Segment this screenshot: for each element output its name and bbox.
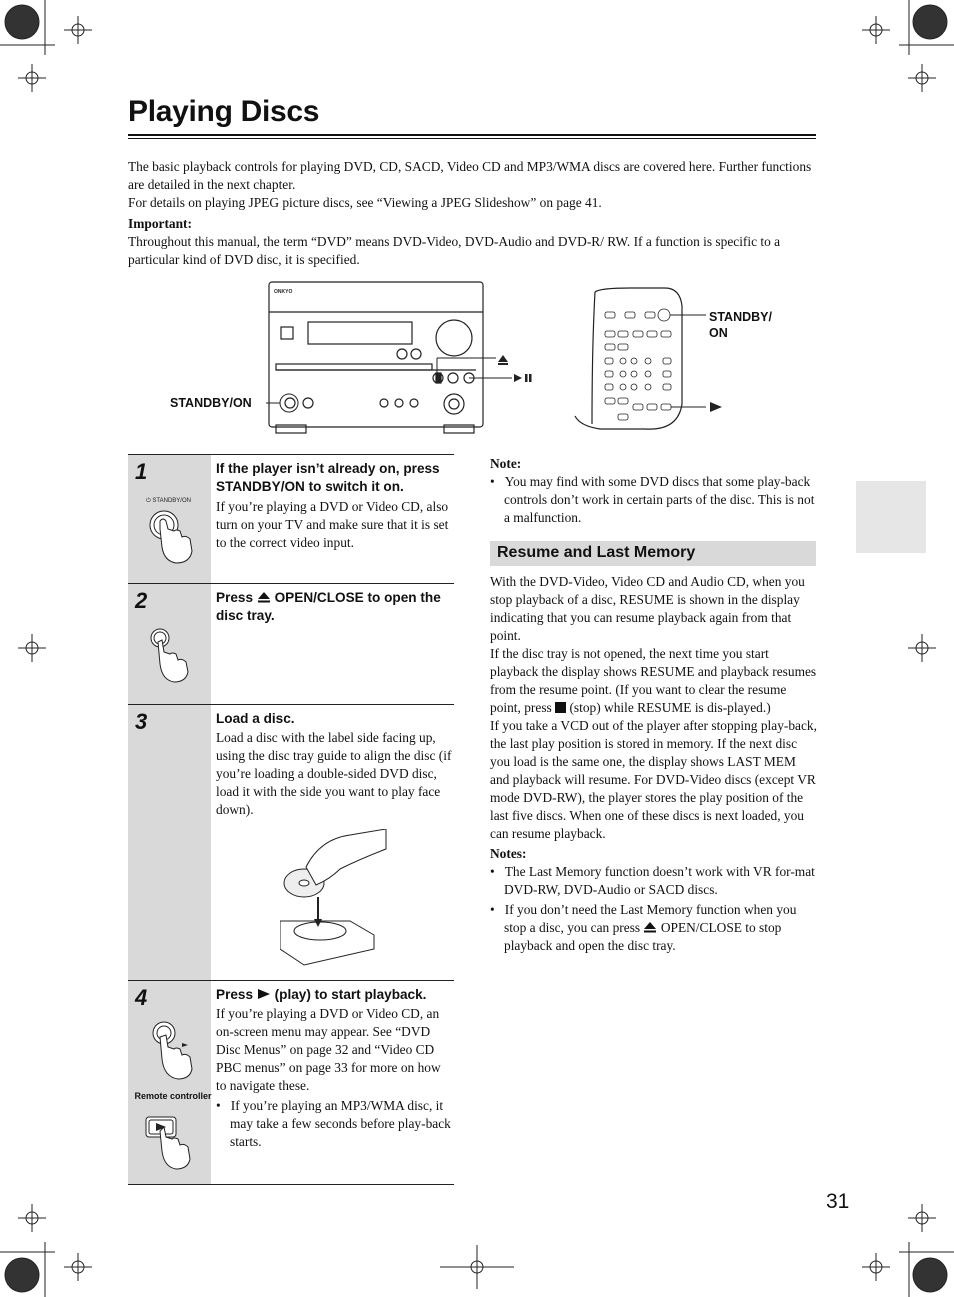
intro-paragraph-1: The basic playback controls for playing DVD, CD, SACD, Video CD and MP3/WMA discs are covered here. Further functions are detailed in the next chapter. (128, 159, 812, 192)
page-title: Playing Discs (128, 95, 320, 128)
title-rule (128, 134, 816, 136)
chapter-tab (856, 481, 926, 553)
unit-standby-label: STANDBY/ON (170, 396, 252, 410)
section-heading: Resume and Last Memory (497, 544, 696, 561)
steps-bottom-rule (128, 1184, 454, 1185)
step-heading: Press (play) to start playback. (216, 987, 427, 1002)
remote-standby-label: STANDBY/ ON (709, 310, 772, 340)
title-rule-thin (128, 138, 816, 139)
step-body: If you’re playing a DVD or Video CD, an on-screen menu may appear. See “DVD Disc Menus” on page 32 and “Video CD PBC menus” on page 33 for more on how to navigate these. • If you’re playing an MP3/WMA disc, it may take a few seconds before play-back starts. (216, 1005, 454, 1151)
stop-icon (555, 702, 566, 713)
page-number: 31 (826, 1190, 850, 1213)
resume-paragraph-2: If the disc tray is not opened, the next time you start playback the display shows RESUME and playback resumes from the resume point. (If you want to clear the resume point, press (stop) while RESUME is dis-played.) (490, 646, 817, 715)
eject-icon (257, 591, 271, 603)
play-button-press-icon (148, 1017, 218, 1087)
intro-paragraph-2: For details on playing JPEG picture discs, see “Viewing a JPEG Slideshow” on page 41. (128, 195, 602, 210)
note-label: Note: (490, 456, 522, 471)
step-1 (128, 454, 454, 583)
step-heading: If the player isn’t already on, press STANDBY/ON to switch it on. (216, 461, 440, 494)
intro-section (128, 158, 818, 269)
disc-loading-illustration (280, 829, 390, 969)
notes-label: Notes: (490, 846, 527, 861)
svg-text:ONKYO: ONKYO (274, 289, 293, 295)
step-number: 1 (135, 459, 148, 484)
remote-illustration (570, 286, 730, 436)
note-section (490, 455, 818, 527)
remote-controller-label: Remote controller (134, 1091, 212, 1101)
step-bullet: • If you’re playing an MP3/WMA disc, it may take a few seconds before play-back starts. (216, 1098, 451, 1149)
resume-paragraph-3: If you take a VCD out of the player after stopping play-back, the last play position is stored in memory. If the next disc you load is the same one, the display shows LAST MEM and playback will resume. For DVD-Video discs (except VR mode DVD-RW), the player stores the play position of the last five discs. When one of these discs is next loaded, you can resume playback. (490, 718, 817, 841)
eject-icon (643, 921, 657, 933)
notes-bullet-2: • If you don’t need the Last Memory function when you stop a disc, you can press OPEN/CLOSE to stop playback and open the disc tray. (490, 902, 797, 953)
step-4 (128, 980, 454, 1185)
step-body: If you’re playing a DVD or Video CD, also turn on your TV and make sure that it is set to the correct video input. (216, 499, 449, 550)
notes-bullet-1: • The Last Memory function doesn’t work with VR for-mat DVD-RW, DVD-Audio or SACD discs. (490, 864, 815, 897)
section-header-bar (490, 541, 816, 566)
resume-section (490, 573, 818, 955)
note-bullet: • You may find with some DVD discs that some play-back controls don’t work in certain parts of the disc. This is not a malfunction. (490, 474, 815, 525)
step-2 (128, 583, 454, 704)
step-heading: Load a disc. (216, 711, 295, 726)
remote-play-button-icon (142, 1115, 212, 1175)
standby-button-press-icon (136, 491, 206, 571)
important-text: Throughout this manual, the term “DVD” means DVD-Video, DVD-Audio and DVD-R/ RW. If a function is specific to a particular kind of DVD disc, it is specified. (128, 234, 781, 267)
step-3 (128, 704, 454, 980)
play-icon (257, 988, 271, 1000)
important-label: Important: (128, 216, 192, 231)
svg-text:⏻ STANDBY/ON: ⏻ STANDBY/ON (146, 498, 191, 504)
step-heading: Press OPEN/CLOSE to open the disc tray. (216, 590, 441, 623)
step-body: Load a disc with the label side facing up, using the disc tray guide to align the disc (if you’re loading a double-sided DVD disc, load it with the side you want to play face down). (216, 730, 452, 817)
resume-paragraph-1: With the DVD-Video, Video CD and Audio CD, when you stop playback of a disc, RESUME is shown in the display indicating that you can resume playback again from that point. (490, 574, 805, 643)
open-close-button-press-icon (142, 624, 212, 694)
step-number: 3 (135, 709, 148, 734)
step-number: 4 (135, 985, 148, 1010)
step-number: 2 (135, 588, 148, 613)
